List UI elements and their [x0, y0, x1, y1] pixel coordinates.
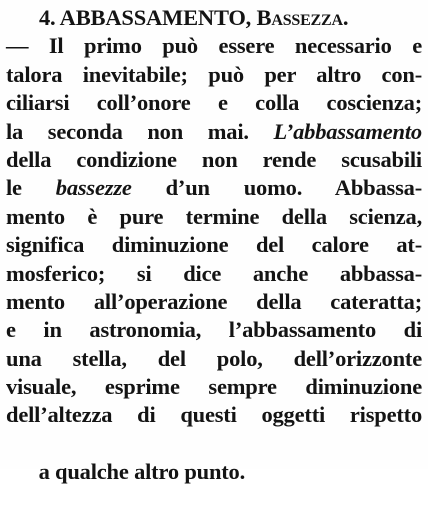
entry-line-15 — [6, 430, 422, 485]
entry-line-text: e in astronomia, l’abbassamento di — [6, 317, 422, 343]
entry-line-text: talora inevitabile; può per altro con- — [6, 61, 422, 87]
entry-line-text: ciliarsi coll’onore e colla coscienza; — [6, 90, 422, 116]
entry-line-14 — [6, 401, 422, 429]
entry-title: ABBASSAMENTO, — [59, 5, 252, 30]
entry-line-text: le — [6, 175, 22, 201]
entry-line-text: una stella, del polo, dell’orizzonte — [6, 345, 422, 371]
entry-line-2 — [6, 61, 422, 89]
entry-line-text: — Il primo può essere necessario e — [6, 33, 422, 59]
entry-italic-term: bassezze — [55, 175, 132, 201]
entry-line-5 — [6, 146, 422, 174]
entry-line-12 — [6, 345, 422, 373]
entry-heading — [6, 4, 422, 32]
entry-line-text: la seconda non mai. — [6, 118, 249, 144]
entry-line-text: mosferico; si dice anche abbassa- — [6, 260, 422, 286]
entry-line-text: dell’altezza di questi oggetti rispetto — [6, 402, 422, 428]
entry-subtitle: Bassezza. — [256, 5, 349, 30]
entry-line-4 — [6, 118, 422, 146]
entry-number: 4. — [39, 5, 56, 30]
entry-line-text: della condizione non rende scusabili — [6, 146, 422, 172]
entry-italic-term: L’abbassamento — [273, 118, 422, 144]
entry-line-11 — [6, 316, 422, 344]
entry-line-8 — [6, 231, 422, 259]
entry-line-text: d’un uomo. Abbassa- — [165, 175, 422, 201]
entry-line-10 — [6, 288, 422, 316]
entry-line-3 — [6, 89, 422, 117]
entry-line-1 — [6, 32, 422, 60]
entry-line-9 — [6, 260, 422, 288]
entry-line-text: mento all’operazione della cateratta; — [6, 288, 422, 314]
entry-line-text: mento è pure termine della scienza, — [6, 203, 422, 229]
entry-line-text: visuale, esprime sempre diminuzione — [6, 374, 422, 400]
entry-line-7 — [6, 203, 422, 231]
dictionary-entry — [6, 4, 422, 485]
entry-line-13 — [6, 373, 422, 401]
entry-line-text: a qualche altro punto. — [38, 459, 246, 485]
entry-line-6 — [6, 174, 422, 202]
entry-line-text: significa diminuzione del calore at- — [6, 232, 422, 258]
